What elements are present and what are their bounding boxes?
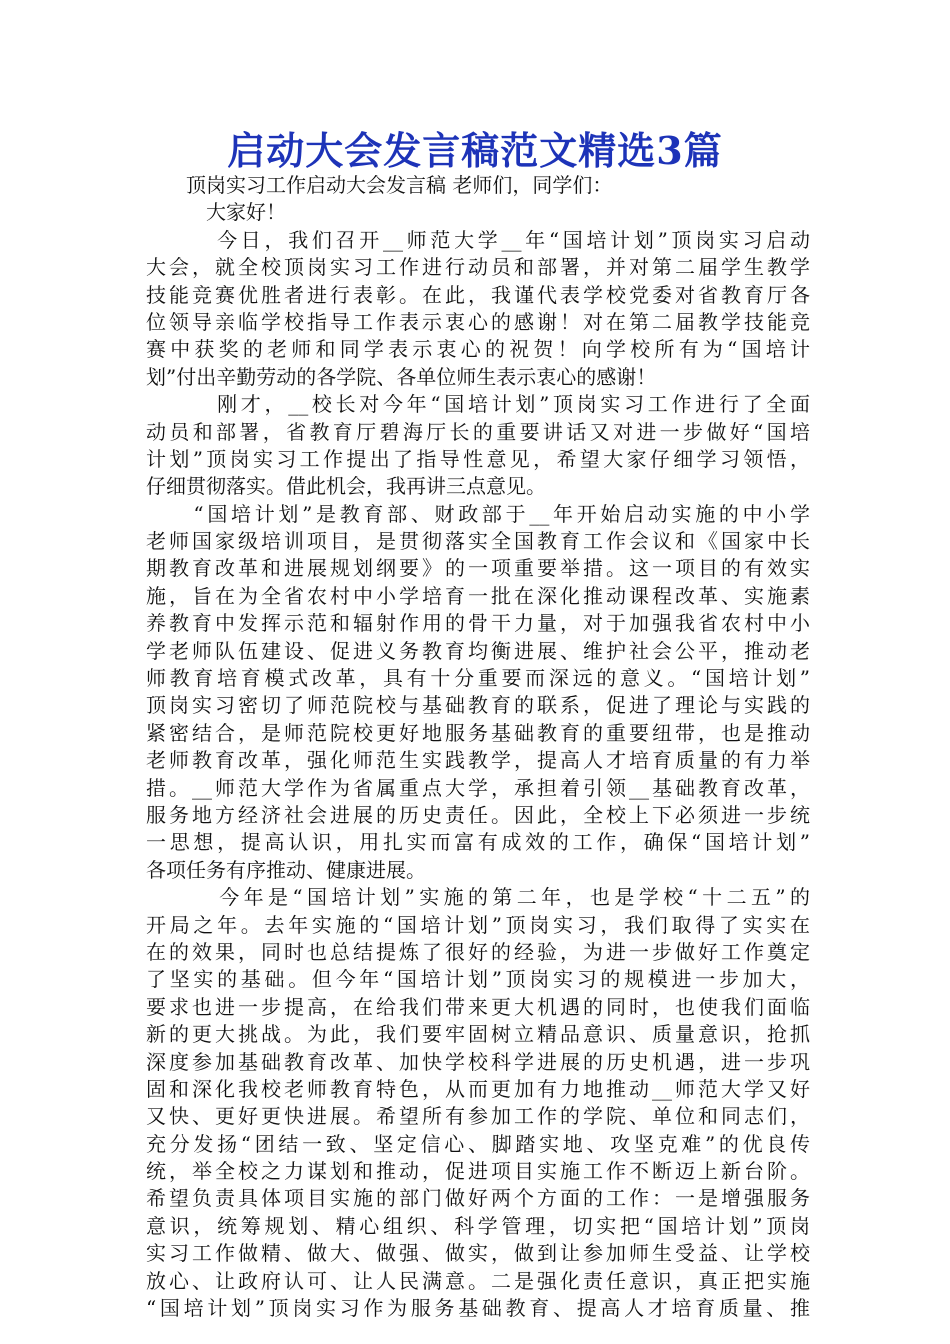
body-line: 希望负责具体项目实施的部门做好两个方面的工作：一是增强服务 xyxy=(146,1186,810,1211)
body-line: 期教育改革和进展规划纲要》的一项重要举措。这一项目的有效实 xyxy=(146,556,810,581)
body-line: 又快、更好更快进展。希望所有参加工作的学院、单位和同志们， xyxy=(146,1104,810,1129)
document-body xyxy=(146,172,810,1322)
body-line: 划”付出辛勤劳动的各学院、各单位师生表示衷心的感谢！ xyxy=(146,364,657,389)
body-line: 赛中获奖的老师和同学表示衷心的祝贺！向学校所有为“国培计 xyxy=(146,337,810,362)
body-line: 了坚实的基础。但今年“国培计划”顶岗实习的规模进一步加大， xyxy=(146,967,810,992)
body-line: 放心、让政府认可、让人民满意。二是强化责任意识，真正把实施 xyxy=(146,1268,810,1293)
body-line: 顶岗实习工作启动大会发言稿 老师们，同学们： xyxy=(146,173,613,197)
body-line: 技能竞赛优胜者进行表彰。在此，我谨代表学校党委对省教育厅各 xyxy=(146,282,810,307)
body-line: “国培计划”是教育部、财政部于__年开始启动实施的中小学 xyxy=(146,501,810,526)
body-line: 计划”顶岗实习工作提出了指导性意见，希望大家仔细学习领悟， xyxy=(146,446,810,471)
body-line: 施，旨在为全省农村中小学培育一批在深化推动课程改革、实施素 xyxy=(146,583,810,608)
body-line: 要求也进一步提高，在给我们带来更大机遇的同时，也使我们面临 xyxy=(146,994,810,1019)
body-line: 动员和部署，省教育厅碧海厅长的重要讲话又对进一步做好“国培 xyxy=(146,419,810,444)
body-line: 大会，就全校顶岗实习工作进行动员和部署，并对第二届学生教学 xyxy=(146,255,810,280)
body-line: “国培计划”顶岗实习作为服务基础教育、提高人才培育质量、推 xyxy=(146,1296,810,1321)
body-line: 学老师队伍建设、促进义务教育均衡进展、维护社会公平，推动老 xyxy=(146,638,810,663)
body-line: 开局之年。去年实施的“国培计划”顶岗实习，我们取得了实实在 xyxy=(146,912,810,937)
body-line: 养教育中发挥示范和辐射作用的骨干力量，对于加强我省农村中小 xyxy=(146,611,810,636)
body-line: 新的更大挑战。为此，我们要牢固树立精品意识、质量意识，抢抓 xyxy=(146,1022,810,1047)
body-line: 充分发扬“团结一致、坚定信心、脚踏实地、攻坚克难”的优良传 xyxy=(146,1131,810,1156)
body-line: 老师国家级培训项目，是贯彻落实全国教育工作会议和《国家中长 xyxy=(146,529,810,554)
body-line: 紧密结合，是师范院校更好地服务基础教育的重要纽带，也是推动 xyxy=(146,720,810,745)
body-line: 深度参加基础教育改革、加快学校科学进展的历史机遇，进一步巩 xyxy=(146,1049,810,1074)
body-line: 今年是“国培计划”实施的第二年，也是学校“十二五”的 xyxy=(146,885,810,910)
body-line: 措。__师范大学作为省属重点大学，承担着引领__基础教育改革， xyxy=(146,775,810,800)
body-line: 大家好！ xyxy=(146,200,286,225)
body-line: 统，举全校之力谋划和推动，促进项目实施工作不断迈上新台阶。 xyxy=(146,1159,810,1184)
body-line: 顶岗实习密切了师范院校与基础教育的联系，促进了理论与实践的 xyxy=(146,693,810,718)
body-line: 实习工作做精、做大、做强、做实，做到让参加师生受益、让学校 xyxy=(146,1241,810,1266)
body-line: 一思想，提高认识，用扎实而富有成效的工作，确保“国培计划” xyxy=(146,830,810,855)
page-title: 启动大会发言稿范文精选3篇 xyxy=(227,128,723,173)
body-line: 固和深化我校老师教育特色，从而更加有力地推动__师范大学又好 xyxy=(146,1076,810,1101)
body-line: 意识，统筹规划、精心组织、科学管理，切实把“国培计划”顶岗 xyxy=(146,1213,810,1238)
body-line: 今日，我们召开__师范大学__年“国培计划”顶岗实习启动 xyxy=(146,227,810,252)
body-line: 仔细贯彻落实。借此机会，我再讲三点意见。 xyxy=(146,474,546,499)
body-line: 师教育培育模式改革，具有十分重要而深远的意义。“国培计划” xyxy=(146,666,810,691)
body-line: 刚才，__校长对今年“国培计划”顶岗实习工作进行了全面 xyxy=(146,392,810,417)
body-line: 在的效果，同时也总结提炼了很好的经验，为进一步做好工作奠定 xyxy=(146,939,810,964)
body-line: 位领导亲临学校指导工作表示衷心的感谢！对在第二届教学技能竞 xyxy=(146,309,810,334)
body-line: 各项任务有序推动、健康进展。 xyxy=(146,857,426,882)
body-line: 老师教育改革，强化师范生实践教学，提高人才培育质量的有力举 xyxy=(146,748,810,773)
body-line: 服务地方经济社会进展的历史责任。因此，全校上下必须进一步统 xyxy=(146,802,810,827)
